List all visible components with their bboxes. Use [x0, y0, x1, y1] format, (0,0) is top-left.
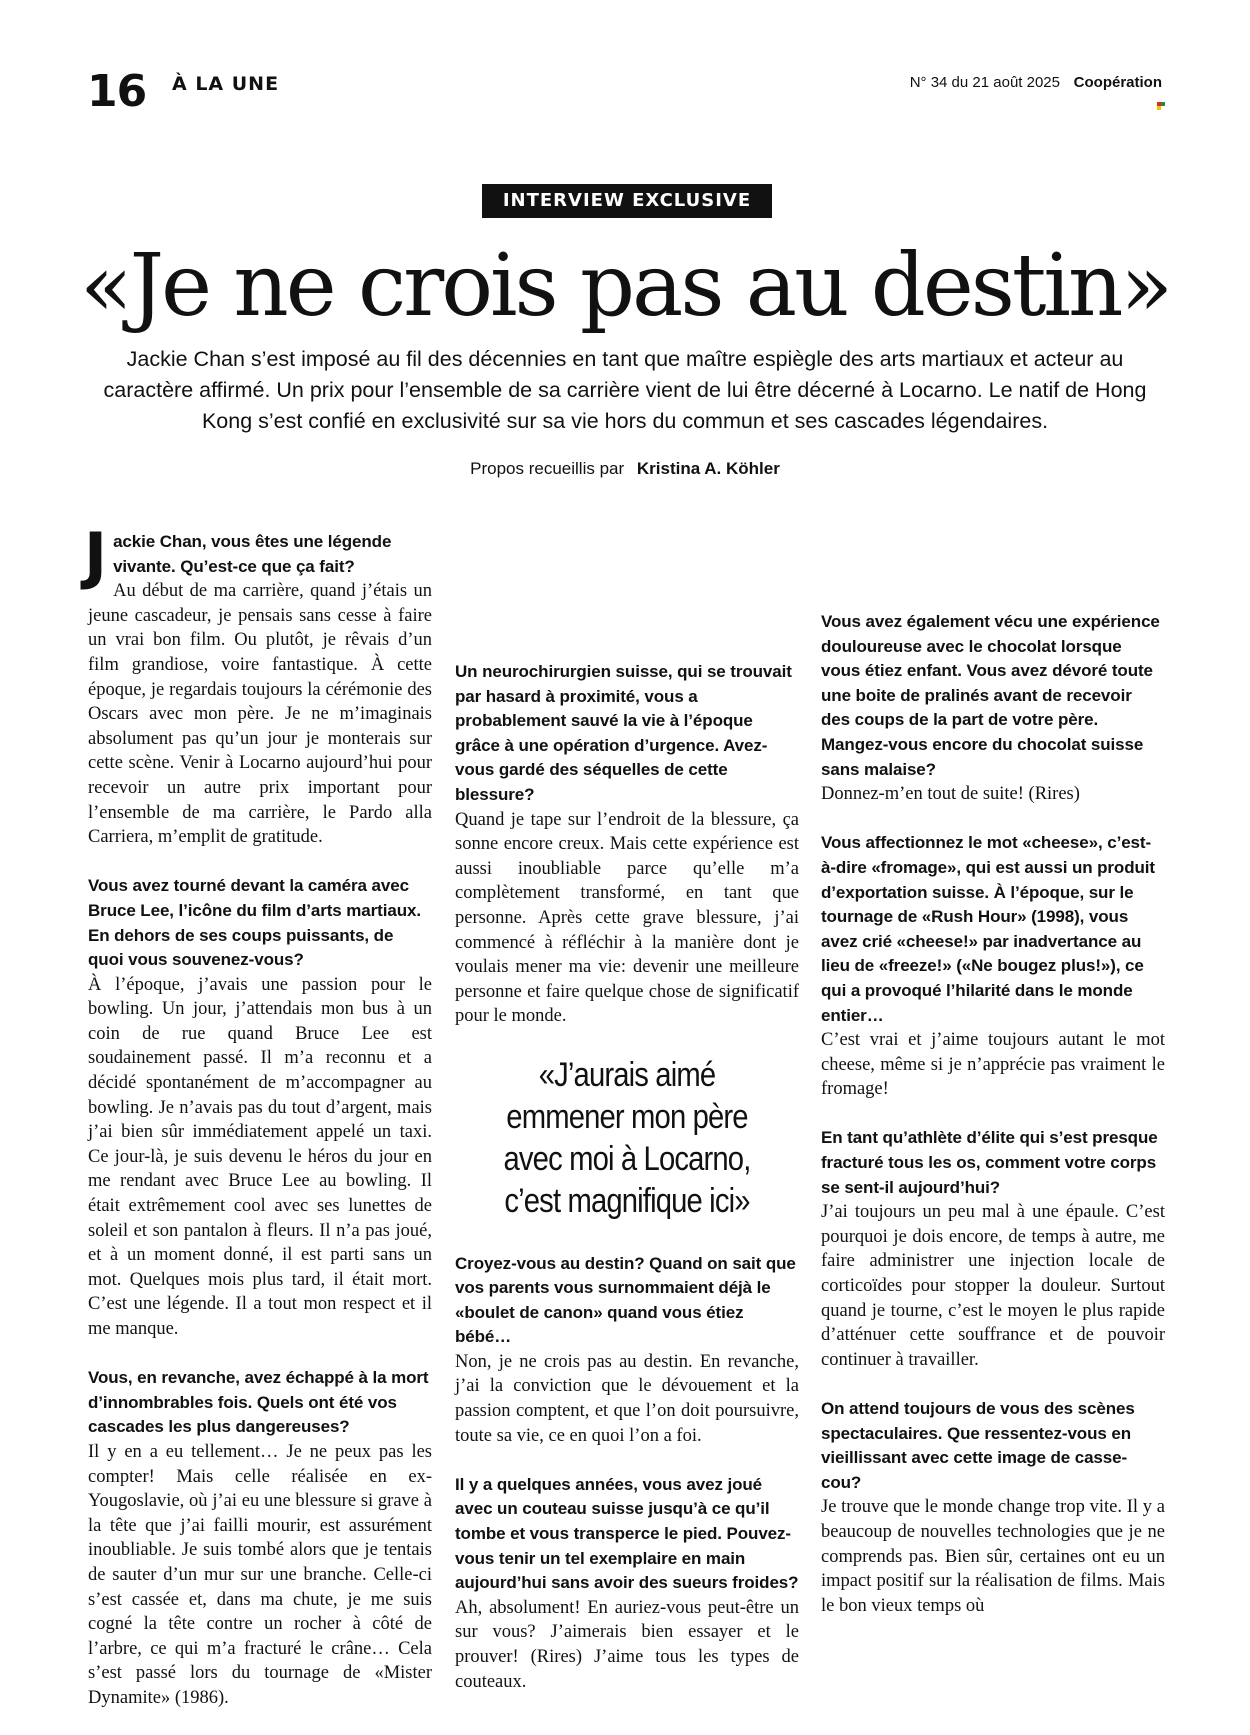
kicker-label: INTERVIEW EXCLUSIVE: [482, 184, 772, 218]
question: Vous avez également vécu une expérience douloureuse avec le chocolat lorsque vous étiez enfant. Vous avez dévoré toute une boite de pralinés avant de recevoir des coups de la part de votre père. Mangez-vous encore du chocolat suisse sans malaise?: [821, 612, 1160, 779]
answer: Ah, absolument! En auriez-vous peut-être un sur vous? J’aimerais bien essayer et le prouver! (Rires) J’aime tous les types de couteaux.: [455, 1597, 799, 1692]
article-column-1: [84, 519, 432, 1735]
answer: C’est vrai et j’aime toujours autant le mot cheese, même si je n’apprécie pas vraiment le fromage!: [821, 1030, 1165, 1100]
pull-quote: «J’aurais aimé emmener mon père avec moi à Locarno, c’est magnifique ici»: [503, 1055, 751, 1220]
qa-block: [821, 610, 1165, 807]
question: Vous affectionnez le mot «cheese», c’est-à-dire «fromage», qui est aussi un produit d’exportation suisse. À l’époque, sur le tournage de «Rush Hour» (1998), vous avez crié «cheese!» par inadvertance au lieu de «freeze!» («Ne bougez plus!»), ce qui a provoqué l’hilarité dans le monde entier…: [821, 833, 1155, 1025]
color-marker-icon: [1157, 102, 1165, 110]
qa-block: [455, 1252, 799, 1449]
answer: Je trouve que le monde change trop vite. Il y a beaucoup de nouvelles technologies que je ne comprends pas. Bien sûr, certaines ont eu un impact positif sur la réalisation de films. Mais le bon vieux temps où: [821, 1497, 1165, 1616]
question: ackie Chan, vous êtes une légende vivante. Qu’est-ce que ça fait?: [113, 532, 392, 576]
page-number: 16: [87, 66, 147, 117]
byline: [0, 459, 1250, 479]
article-column-3: [821, 610, 1165, 1643]
issue-date: N° 34 du 21 août 2025: [909, 74, 1060, 91]
question: Il y a quelques années, vous avez joué avec un couteau suisse jusqu’à ce qu’il tombe et vous transperce le pied. Pouvez-vous tenir un tel exemplaire en main aujourd’hui sans avoir des sueurs froides?: [455, 1474, 799, 1593]
byline-author: Kristina A. Köhler: [636, 459, 780, 478]
page-header: [0, 68, 1250, 118]
question: En tant qu’athlète d’élite qui s’est presque fracturé tous les os, comment votre corps se sent-il aujourd’hui?: [821, 1128, 1158, 1197]
drop-cap: J: [84, 519, 108, 592]
publication-name: Coopération: [1073, 74, 1162, 91]
answer: Donnez-m’en tout de suite! (Rires): [821, 784, 1080, 805]
headline: «Je ne crois pas au destin»: [80, 236, 1170, 336]
question: On attend toujours de vous des scènes spectaculaires. Que ressentez-vous en vieillissant avec cette image de casse-cou?: [821, 1399, 1135, 1492]
question: Croyez-vous au destin? Quand on sait que vos parents vous surnommaient déjà le «boulet de canon» quand vous étiez bébé…: [455, 1253, 796, 1347]
answer: À l’époque, j’avais une passion pour le bowling. Un jour, j’attendais mon bus à un coin de rue quand Bruce Lee est soudainement passé. Il m’a reconnu et a décidé spontanément de m’accompagner au bowling. Je n’avais pas du tout d’argent, mais j’ai bien sûr immédiatement appelé un taxi. Ce jour-là, je suis devenu le héros du jour en me rendant avec Bruce Lee au bowling. Il était extrêmement cool avec ses lunettes de soleil et son pantalon à fleurs. Il n’a pas joué, et à un moment donné, il est parti sans un mot. Quelques mois plus tard, il était mort. C’est une légende. Il a tout mon respect et il me manque.: [88, 974, 432, 1339]
qa-block: [455, 660, 799, 1029]
answer: Il y en a eu tellement… Je ne peux pas les compter! Mais celle réalisée en ex-Yougoslavie, où j’ai eu une blessure si grave à la tête que j’ai failli mourir, est assurément inoubliable. Je suis tombé alors que je tentais de sauter d’un mur sur une branche. Celle-ci s’est cassée et, dans ma chute, je me suis cogné la tête contre un rocher à côté de l’arbre, ce qui m’a fracturé le crâne… Cela s’est passé lors du tournage de «Mister Dynamite» (1986).: [88, 1441, 432, 1708]
question: Vous, en revanche, avez échappé à la mort d’innombrables fois. Quels ont été vos cascades les plus dangereuses?: [88, 1368, 429, 1437]
answer: J’ai toujours un peu mal à une épaule. C’est pourquoi je dois encore, de temps à autre, me faire administrer une injection locale de corticoïdes pour stopper la douleur. Surtout quand je tourne, c’est le moyen le plus rapide d’atténuer cette souffrance et de pouvoir continuer à travailler.: [821, 1202, 1165, 1370]
qa-block: [88, 874, 432, 1341]
byline-prefix: Propos recueillis par: [470, 459, 625, 478]
qa-block: [821, 1397, 1165, 1618]
qa-block: [88, 1366, 432, 1710]
question: Un neurochirurgien suisse, qui se trouvait par hasard à proximité, vous a probablement sauvé la vie à l’époque grâce à une opération d’urgence. Avez-vous gardé des séquelles de cette blessure?: [455, 662, 792, 804]
qa-block: [821, 1126, 1165, 1372]
qa-block: [84, 519, 432, 850]
answer: Au début de ma carrière, quand j’étais un jeune cascadeur, je pensais sans cesse à faire un vrai bon film. Ou plutôt, je rêvais d’un film grandiose, voire fantastique. À cette époque, je regardais toujours la cérémonie des Oscars avec mon père. Je ne m’imaginais absolument pas qu’un jour je monterais sur cette scène. Venir à Locarno aujourd’hui pour recevoir un autre prix important pour l’ensemble de ma carrière, le Pardo alla Carriera, m’emplit de gratitude.: [88, 581, 432, 848]
answer: Non, je ne crois pas au destin. En revanche, j’ai la conviction que le dévouement et la passion comptent, et que l’on doit poursuivre, toute sa vie, ce en quoi l’on a foi.: [455, 1351, 799, 1446]
section-label: À LA UNE: [172, 73, 280, 95]
question: Vous avez tourné devant la caméra avec Bruce Lee, l’icône du film d’arts martiaux. En dehors de ses coups puissants, de quoi vous souvenez-vous?: [88, 876, 421, 970]
article-column-2: [455, 660, 799, 1719]
qa-block: [455, 1473, 799, 1694]
answer: Quand je tape sur l’endroit de la blessure, ça sonne encore creux. Mais cette expérience est aussi inoubliable parce qu’elle m’a complètement transformé, en tant que personne. Après cette grave blessure, j’ai commencé à réfléchir à la manière dont je voulais mener ma vie: devenir une meilleure personne et faire quelque chose de significatif pour le monde.: [455, 809, 799, 1027]
lead-paragraph: Jackie Chan s’est imposé au fil des décennies en tant que maître espiègle des arts martiaux et acteur au caractère affirmé. Un prix pour l’ensemble de sa carrière vient de lui être décerné à Locarno. Le natif de Hong Kong s’est confié en exclusivité sur sa vie hors du commun et ses cascades légendaires.: [103, 347, 1147, 433]
qa-block: [821, 831, 1165, 1102]
